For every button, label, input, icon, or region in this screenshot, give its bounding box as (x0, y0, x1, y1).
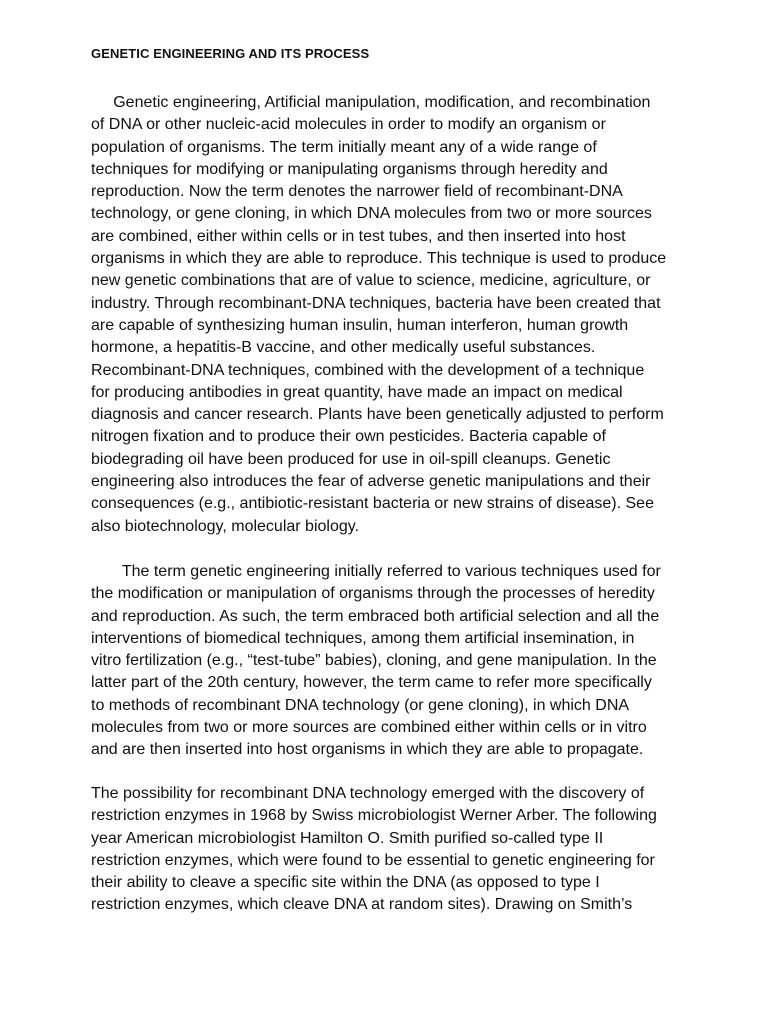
document-title: GENETIC ENGINEERING AND ITS PROCESS (91, 46, 370, 61)
text-line: population of organisms. The term initially meant any of a wide range of (91, 138, 597, 156)
text-line: The possibility for recombinant DNA technology emerged with the discovery of (91, 785, 645, 802)
text-line: Genetic engineering, Artificial manipulation, modification, and recombination (91, 94, 651, 111)
text-line: latter part of the 20th century, however, the term came to refer more specifically (91, 674, 652, 692)
text-line: organisms in which they are able to reproduce. This technique is used to produce (91, 250, 667, 268)
text-line: consequences (e.g., antibiotic-resistant bacteria or new strains of disease). See (91, 495, 654, 513)
text-line: The term genetic engineering initially referred to various techniques used for (91, 563, 661, 580)
text-line: Recombinant-DNA techniques, combined with the development of a technique (91, 361, 645, 379)
text-line: are capable of synthesizing human insulin, human interferon, human growth (91, 316, 629, 334)
text-line: biodegrading oil have been produced for use in oil-spill cleanups. Genetic (91, 450, 611, 468)
text-line: industry. Through recombinant-DNA techniques, bacteria have been created that (91, 294, 661, 312)
text-line: restriction enzymes, which cleave DNA at random sites). Drawing on Smith’s (91, 896, 633, 914)
text-line: restriction enzymes in 1968 by Swiss microbiologist Werner Arber. The following (91, 807, 657, 825)
text-line: new genetic combinations that are of value to science, medicine, agriculture, or (91, 272, 651, 290)
text-line: their ability to cleave a specific site within the DNA (as opposed to type I (91, 874, 600, 892)
text-line: to methods of recombinant DNA technology (or gene cloning), in which DNA (91, 696, 630, 714)
text-line: nitrogen fixation and to produce their own pesticides. Bacteria capable of (91, 428, 606, 446)
text-line: vitro fertilization (e.g., “test-tube” babies), cloning, and gene manipulation. In the (91, 652, 657, 670)
text-line: engineering also introduces the fear of adverse genetic manipulations and their (91, 473, 651, 491)
text-line: hormone, a hepatitis-B vaccine, and other medically useful substances. (91, 339, 596, 357)
text-line: molecules from two or more sources are combined either within cells or in vitro (91, 719, 647, 737)
text-line: for producing antibodies in great quantity, have made an impact on medical (91, 383, 623, 401)
paragraph-1 (91, 92, 666, 538)
text-line: year American microbiologist Hamilton O. Smith purified so-called type II (91, 829, 604, 847)
text-line: also biotechnology, molecular biology. (91, 517, 360, 535)
paragraph-3 (91, 783, 657, 917)
text-line: interventions of biomedical techniques, among them artificial insemination, in (91, 629, 635, 647)
text-line: the modification or manipulation of organisms through the processes of heredity (91, 585, 655, 603)
text-line: techniques for modifying or manipulating organisms through heredity and (91, 160, 608, 178)
text-line: are combined, either within cells or in test tubes, and then inserted into host (91, 227, 626, 245)
text-line: technology, or gene cloning, in which DNA molecules from two or more sources (91, 205, 652, 223)
text-line: of DNA or other nucleic-acid molecules in order to modify an organism or (91, 116, 606, 134)
text-line: and reproduction. As such, the term embraced both artificial selection and all the (91, 607, 660, 625)
text-line: reproduction. Now the term denotes the narrower field of recombinant-DNA (91, 183, 623, 201)
text-line: and are then inserted into host organisms in which they are able to propagate. (91, 741, 644, 759)
text-line: diagnosis and cancer research. Plants have been genetically adjusted to perform (91, 406, 664, 424)
text-line: restriction enzymes, which were found to be essential to genetic engineering for (91, 851, 655, 869)
paragraph-2 (91, 561, 661, 762)
